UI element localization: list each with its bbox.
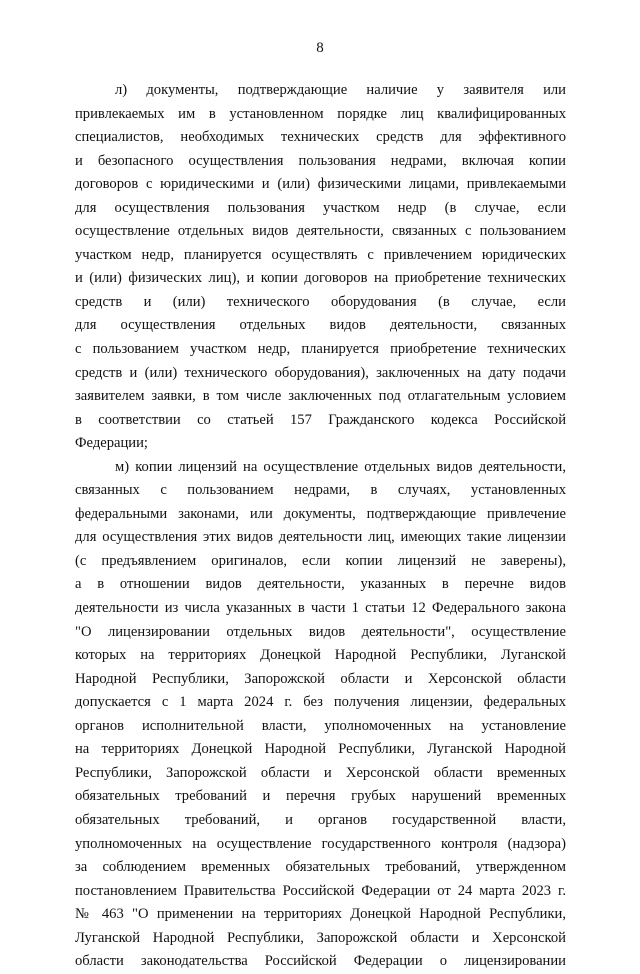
paragraph-l-line: договоров с юридическими и (или) физическими лицами, привлекаемыми bbox=[75, 176, 566, 193]
paragraph-l-line: средств и (или) технического оборудования (в случае, если bbox=[75, 293, 566, 310]
paragraph-m-line: м) копии лицензий на осуществление отдельных видов деятельности, bbox=[115, 458, 566, 475]
paragraph-m-line: для осуществления этих видов деятельности лиц, имеющих такие лицензии bbox=[75, 529, 566, 546]
paragraph-m-line: деятельности из числа указанных в части 1 статьи 12 Федерального закона bbox=[75, 600, 566, 617]
paragraph-l-line: и (или) физических лиц), и копии договоров на приобретение технических bbox=[75, 270, 566, 287]
paragraph-l-line: средств и (или) технического оборудования), заключенных на дату подачи bbox=[75, 364, 566, 381]
paragraph-m-line: Республики, Запорожской области и Херсонской области временных bbox=[75, 764, 566, 781]
page-number: 8 bbox=[316, 40, 324, 56]
paragraph-l-line: заявителем заявки, в том числе заключенных под отлагательным условием bbox=[75, 388, 566, 405]
paragraph-m-line: на территориях Донецкой Народной Республики, Луганской Народной bbox=[75, 741, 566, 758]
paragraph-m-line: а в отношении видов деятельности, указанных в перечне видов bbox=[75, 576, 566, 593]
paragraph-l-line: для осуществления пользования участком недр (в случае, если bbox=[75, 199, 566, 216]
paragraph-m-line: обязательных требований, и органов государственной власти, bbox=[75, 811, 566, 828]
paragraph-m-line: области законодательства Российской Федерации о лицензировании bbox=[75, 953, 566, 970]
paragraph-l-line: с пользованием участком недр, планируется приобретение технических bbox=[75, 341, 566, 358]
paragraph-l-line: в соответствии со статьей 157 Гражданского кодекса Российской bbox=[75, 411, 566, 428]
paragraph-m-line: федеральными законами, или документы, подтверждающие привлечение bbox=[75, 505, 566, 522]
paragraph-m-line: уполномоченных на осуществление государственного контроля (надзора) bbox=[75, 835, 566, 852]
paragraph-m-line: Луганской Народной Республики, Запорожской области и Херсонской bbox=[75, 929, 566, 946]
paragraph-l-line: и безопасного осуществления пользования недрами, включая копии bbox=[75, 152, 566, 169]
paragraph-l-line: л) документы, подтверждающие наличие у заявителя или bbox=[115, 82, 566, 98]
paragraph-m-line: (с предъявлением оригиналов, если копии лицензий не заверены), bbox=[75, 552, 566, 569]
paragraph-l-line: Федерации; bbox=[75, 435, 148, 452]
paragraph-l-line: для осуществления отдельных видов деятельности, связанных bbox=[75, 317, 566, 334]
paragraph-l-line: специалистов, необходимых технических средств для эффективного bbox=[75, 129, 566, 146]
paragraph-l-line: осуществление отдельных видов деятельности, связанных с пользованием bbox=[75, 223, 566, 240]
document-body bbox=[75, 79, 566, 974]
paragraph-m-line: "О лицензировании отдельных видов деятельности", осуществление bbox=[75, 623, 566, 640]
paragraph-m-line: № 463 "О применении на территориях Донецкой Народной Республики, bbox=[75, 906, 566, 923]
paragraph-m-line: которых на территориях Донецкой Народной Республики, Луганской bbox=[75, 647, 566, 664]
paragraph-m-line: обязательных требований и перечня грубых нарушений временных bbox=[75, 788, 566, 805]
paragraph-m-line: постановлением Правительства Российской Федерации от 24 марта 2023 г. bbox=[75, 882, 566, 899]
paragraph-m-line: связанных с пользованием недрами, в случаях, установленных bbox=[75, 482, 566, 499]
paragraph-m-line: за соблюдением временных обязательных требований, утвержденном bbox=[75, 859, 566, 876]
paragraph-m-line: Народной Республики, Запорожской области и Херсонской области bbox=[75, 670, 566, 687]
paragraph-m-line: допускается с 1 марта 2024 г. без получения лицензии, федеральных bbox=[75, 694, 566, 711]
paragraph-l-line: привлекаемых им в установленном порядке лиц квалифицированных bbox=[75, 105, 566, 122]
paragraph-l-line: участком недр, планируется осуществлять с привлечением юридических bbox=[75, 246, 566, 263]
paragraph-m-line: органов исполнительной власти, уполномоченных на установление bbox=[75, 717, 566, 734]
